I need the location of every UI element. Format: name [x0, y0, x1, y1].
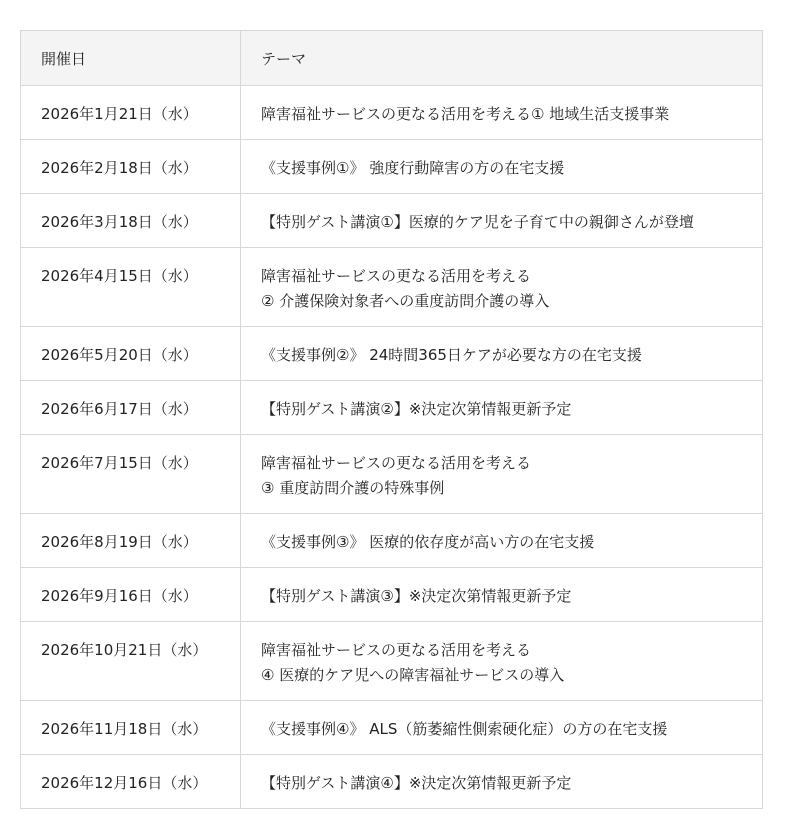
table-row: [21, 381, 763, 435]
event-date: 2026年4月15日（水）: [21, 248, 241, 327]
table-row: [21, 327, 763, 381]
event-theme: [241, 248, 763, 327]
event-theme-line: 《支援事例④》 ALS（筋萎縮性側索硬化症）の方の在宅支援: [261, 720, 668, 738]
header-theme: テーマ: [241, 31, 763, 86]
event-date: 2026年12月16日（水）: [21, 755, 241, 809]
table-body: [21, 86, 763, 809]
event-theme-line: 障害福祉サービスの更なる活用を考える: [261, 267, 532, 285]
event-theme-line: ③ 重度訪問介護の特殊事例: [261, 479, 445, 497]
event-date: 2026年1月21日（水）: [21, 86, 241, 140]
event-theme-line: 【特別ゲスト講演③】※決定次第情報更新予定: [261, 587, 572, 605]
event-theme-line: 【特別ゲスト講演④】※決定次第情報更新予定: [261, 774, 572, 792]
event-theme: [241, 381, 763, 435]
event-theme: [241, 435, 763, 514]
event-date: 2026年2月18日（水）: [21, 140, 241, 194]
table-row: [21, 86, 763, 140]
table-row: [21, 755, 763, 809]
event-theme-line: 障害福祉サービスの更なる活用を考える① 地域生活支援事業: [261, 105, 670, 123]
table-row: [21, 701, 763, 755]
table-row: [21, 568, 763, 622]
event-date: 2026年6月17日（水）: [21, 381, 241, 435]
event-date: 2026年11月18日（水）: [21, 701, 241, 755]
event-theme-line: 障害福祉サービスの更なる活用を考える: [261, 454, 532, 472]
event-theme: [241, 568, 763, 622]
event-theme-line: 《支援事例②》 24時間365日ケアが必要な方の在宅支援: [261, 346, 642, 364]
table-row: [21, 514, 763, 568]
schedule-table: [20, 30, 763, 809]
table-row: [21, 140, 763, 194]
event-date: 2026年3月18日（水）: [21, 194, 241, 248]
event-theme: [241, 701, 763, 755]
event-theme: [241, 755, 763, 809]
event-date: 2026年5月20日（水）: [21, 327, 241, 381]
event-theme-line: 【特別ゲスト講演①】医療的ケア児を子育て中の親御さんが登壇: [261, 213, 694, 231]
event-theme: [241, 140, 763, 194]
table-row: [21, 194, 763, 248]
event-theme: [241, 514, 763, 568]
event-theme: [241, 327, 763, 381]
table-row: [21, 622, 763, 701]
header-date: 開催日: [21, 31, 241, 86]
event-theme-line: ② 介護保険対象者への重度訪問介護の導入: [261, 292, 550, 310]
event-theme-line: 【特別ゲスト講演②】※決定次第情報更新予定: [261, 400, 572, 418]
event-date: 2026年8月19日（水）: [21, 514, 241, 568]
event-date: 2026年9月16日（水）: [21, 568, 241, 622]
table-row: [21, 435, 763, 514]
event-date: 2026年10月21日（水）: [21, 622, 241, 701]
event-theme-line: ④ 医療的ケア児への障害福祉サービスの導入: [261, 666, 565, 684]
table-row: [21, 248, 763, 327]
event-theme-line: 障害福祉サービスの更なる活用を考える: [261, 641, 532, 659]
event-theme-line: 《支援事例①》 強度行動障害の方の在宅支援: [261, 159, 565, 177]
event-theme: [241, 86, 763, 140]
event-date: 2026年7月15日（水）: [21, 435, 241, 514]
event-theme-line: 《支援事例③》 医療的依存度が高い方の在宅支援: [261, 533, 595, 551]
event-theme: [241, 622, 763, 701]
event-theme: [241, 194, 763, 248]
table-header-row: [21, 31, 763, 86]
